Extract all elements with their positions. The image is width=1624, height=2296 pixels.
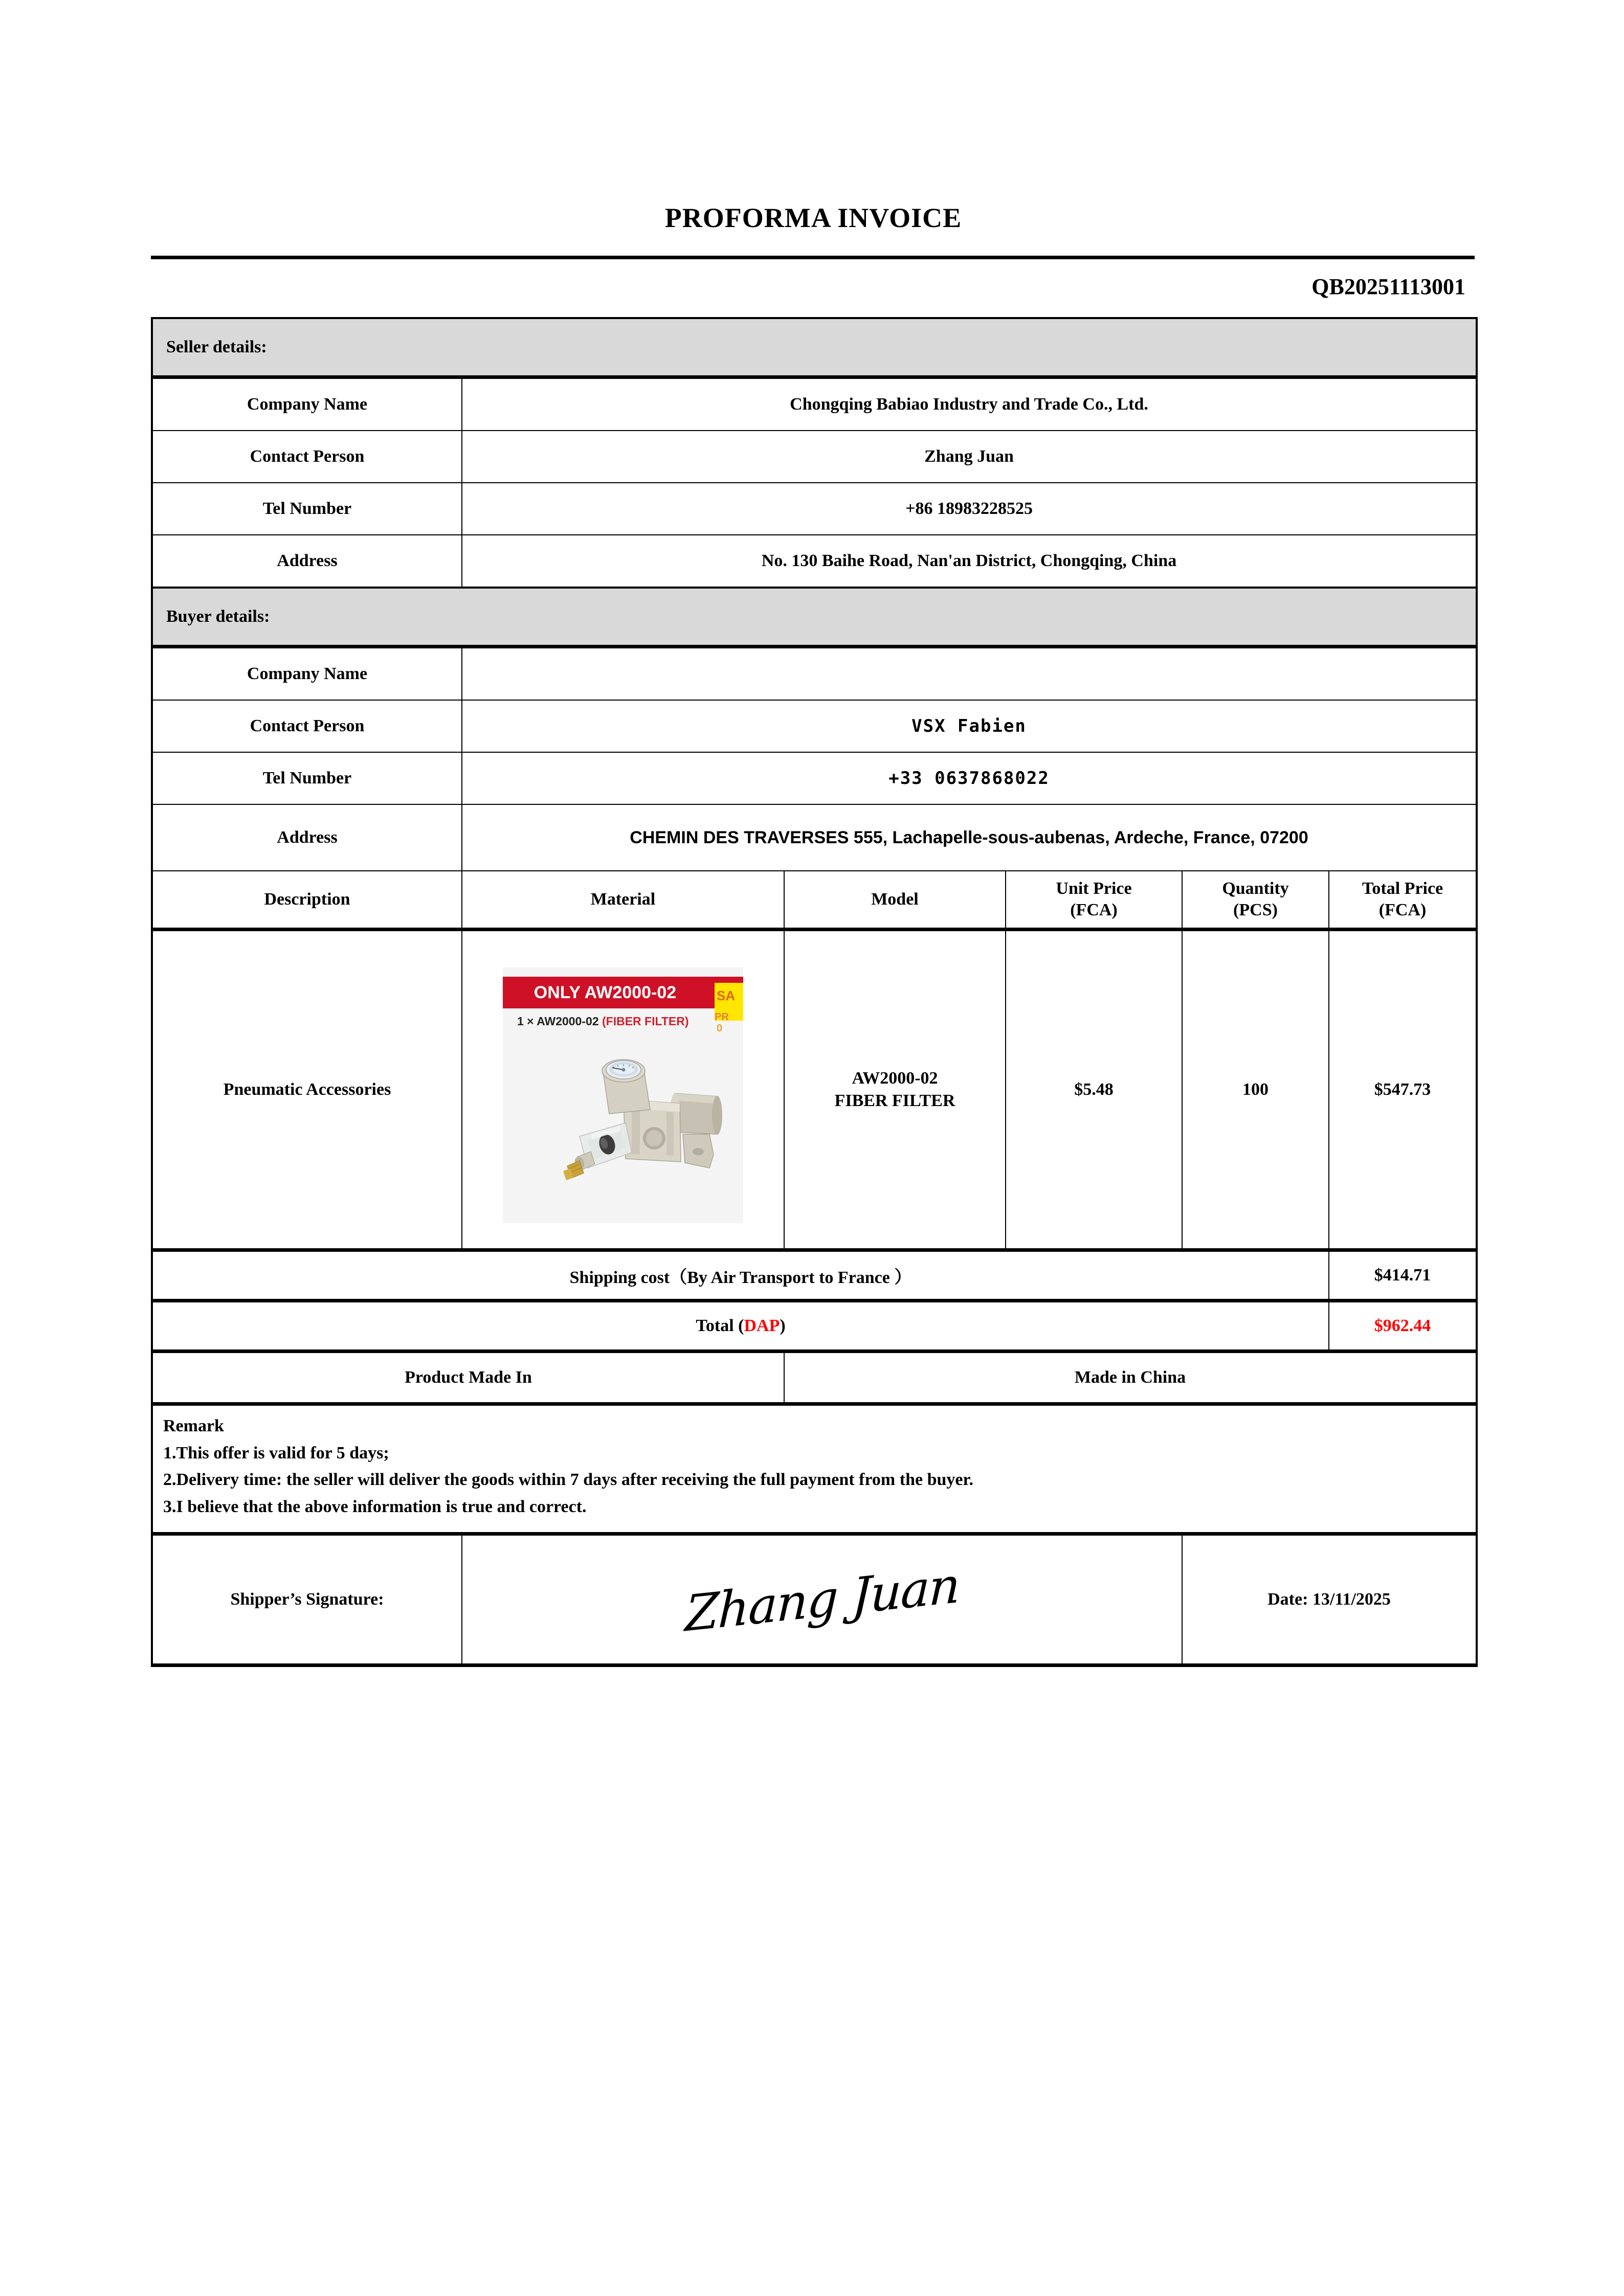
buyer-section-title: Buyer details: [152,588,1477,647]
product-photo-caption-highlight: (FIBER FILTER) [602,1015,689,1028]
shipping-cost-row [152,1250,1477,1301]
col-header-material: Material [462,871,784,930]
signature-label: Shipper’s Signature: [152,1534,462,1665]
seller-contact-row [152,431,1477,483]
seller-address-value: No. 130 Baihe Road, Nan'an District, Chongqing, China [462,535,1477,588]
seller-contact-value: Zhang Juan [462,431,1477,483]
buyer-tel-row [152,752,1477,804]
col-header-quantity [1182,871,1329,930]
seller-address-label: Address [152,535,462,588]
seller-contact-label: Contact Person [152,431,462,483]
buyer-contact-row [152,700,1477,752]
seller-company-label: Company Name [152,377,462,431]
seller-section-header-row [152,318,1477,377]
signature-image-cell [462,1534,1182,1665]
total-label-term: DAP [744,1316,780,1335]
buyer-company-row [152,647,1477,701]
remark-line-2: 2.Delivery time: the seller will deliver the goods within 7 days after receiving the full payment from the buyer. [163,1470,973,1490]
product-photo-badge-line3: 0 [717,1023,723,1034]
remark-block [152,1404,1477,1534]
seller-tel-label: Tel Number [152,483,462,535]
line-items-header-row [152,871,1477,930]
page-title: PROFORMA INVOICE [664,202,962,233]
buyer-address-row [152,804,1477,871]
col-header-unit-price [1006,871,1182,930]
buyer-tel-label: Tel Number [152,752,462,804]
seller-company-value: Chongqing Babiao Industry and Trade Co., Ltd. [462,377,1477,431]
item-quantity: 100 [1182,930,1329,1250]
buyer-tel-value: +33 0637868022 [462,752,1477,804]
buyer-address-label: Address [152,804,462,871]
product-photo-caption-prefix: 1 × AW2000-02 [517,1015,602,1028]
product-photo-badge-line1: SA [717,988,736,1003]
total-row [152,1301,1477,1352]
shipping-cost-label: Shipping cost（By Air Transport to France ） [152,1250,1329,1301]
origin-value: Made in China [784,1352,1477,1404]
signature-row [152,1534,1477,1665]
shipping-cost-value: $414.71 [1329,1250,1477,1301]
item-model [784,930,1006,1250]
col-header-total-price [1329,871,1477,930]
col-header-total-price-line2: (FCA) [1378,901,1427,919]
product-photo-badge-line2: PR [715,1011,729,1023]
air-filter-regulator-icon [503,1034,743,1223]
col-header-unit-price-line1: Unit Price [1056,879,1132,898]
product-photo-banner-text: ONLY AW2000-02 [533,983,677,1002]
item-model-line1: AW2000-02 [852,1068,938,1088]
signature-date: Date: 13/11/2025 [1182,1534,1477,1665]
product-photo-caption [517,1015,689,1028]
invoice-number: QB20251113001 [1311,274,1465,299]
item-unit-price: $5.48 [1006,930,1182,1250]
origin-row [152,1352,1477,1404]
col-header-total-price-line1: Total Price [1362,879,1443,898]
seller-section-title: Seller details: [152,318,1477,377]
seller-tel-row [152,483,1477,535]
remark-row [152,1404,1477,1534]
seller-address-row [152,535,1477,588]
seller-company-row [152,377,1477,431]
item-description: Pneumatic Accessories [152,930,462,1250]
buyer-company-value [462,647,1477,701]
buyer-contact-label: Contact Person [152,700,462,752]
buyer-section-header-row [152,588,1477,647]
seller-tel-value: +86 18983228525 [462,483,1477,535]
col-header-quantity-line2: (PCS) [1233,901,1278,919]
col-header-unit-price-line2: (FCA) [1070,901,1118,919]
buyer-contact-value: VSX Fabien [462,700,1477,752]
col-header-description: Description [152,871,462,930]
item-material-photo-cell [462,930,784,1250]
total-label-suffix: ) [780,1316,786,1335]
total-value: $962.44 [1329,1301,1477,1352]
col-header-model: Model [784,871,1006,930]
total-label [152,1301,1329,1352]
table-row [152,930,1477,1250]
product-photo [503,967,743,1223]
col-header-quantity-line1: Quantity [1222,879,1289,898]
buyer-company-label: Company Name [152,647,462,701]
item-total-price: $547.73 [1329,930,1477,1250]
total-label-prefix: Total ( [696,1316,744,1335]
remark-line-3: 3.I believe that the above information is true and correct. [163,1497,587,1517]
origin-label: Product Made In [152,1352,784,1404]
buyer-address-value: CHEMIN DES TRAVERSES 555, Lachapelle-sous-aubenas, Ardeche, France, 07200 [462,804,1477,871]
item-model-line2: FIBER FILTER [834,1091,955,1110]
header-divider [151,256,1475,259]
remark-line-1: 1.This offer is valid for 5 days; [163,1443,389,1462]
shipper-signature: Zhang Juan [684,1556,960,1643]
invoice-table [151,317,1478,1667]
remark-title: Remark [163,1416,224,1435]
